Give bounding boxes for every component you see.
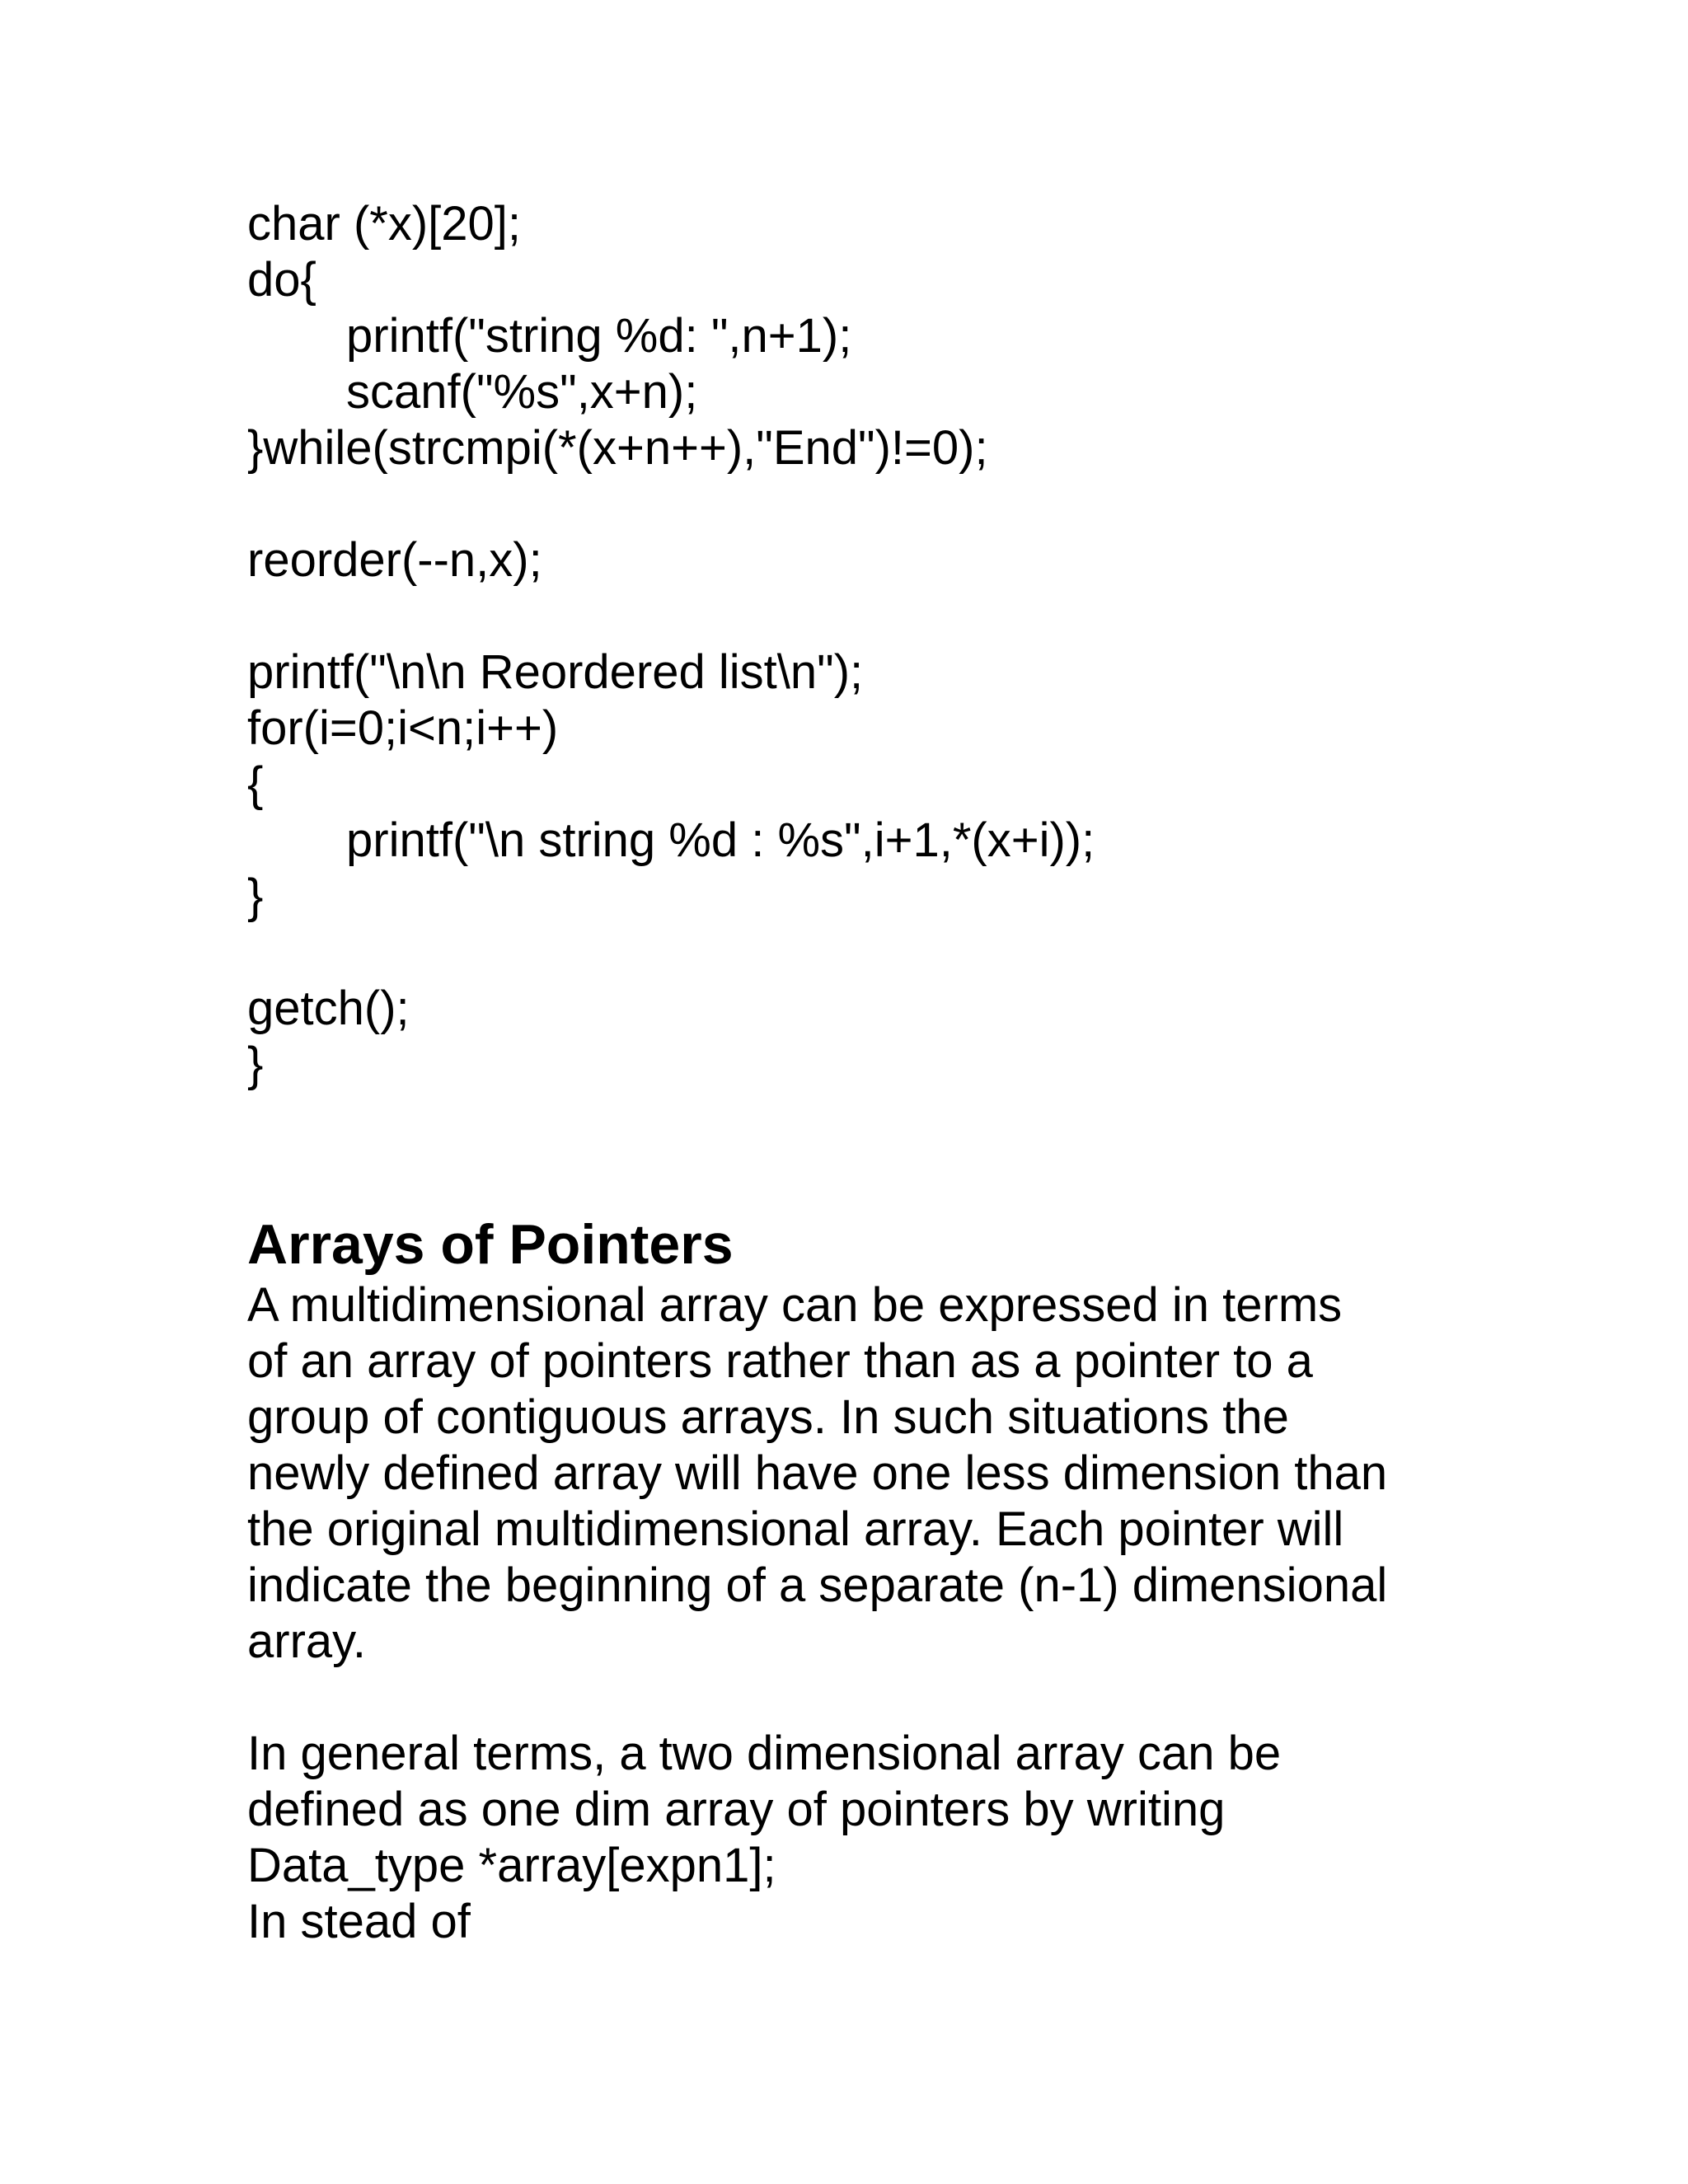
code-line: for(i=0;i<n;i++) (247, 701, 559, 755)
code-line: getch(); (247, 982, 410, 1035)
paragraph-line: defined as one dim array of pointers by writing (247, 1783, 1226, 1836)
section-spacer (247, 1093, 1533, 1205)
blank-line (247, 1670, 1533, 1726)
blank-line (247, 476, 1533, 532)
code-line: }while(strcmpi(*(x+n++),"End")!=0); (247, 421, 988, 475)
paragraph (247, 1277, 1533, 1670)
code-line: printf("string %d: ",n+1); (346, 309, 852, 363)
paragraph-line: In stead of (247, 1895, 471, 1948)
blank-line (247, 588, 1533, 644)
code-line: char (*x)[20]; (247, 197, 521, 251)
paragraph-line: newly defined array will have one less dimension than (247, 1446, 1388, 1500)
code-block (247, 196, 1533, 1093)
code-line: printf("\n\n Reordered list\n"); (247, 645, 864, 699)
code-line: do{ (247, 253, 316, 307)
paragraph-line: the original multidimensional array. Each pointer will (247, 1502, 1344, 1556)
paragraph-line: array. (247, 1615, 366, 1668)
code-line: scanf("%s",x+n); (346, 365, 698, 419)
paragraph-line: group of contiguous arrays. In such situations the (247, 1390, 1289, 1444)
code-line: reorder(--n,x); (247, 533, 542, 587)
paragraph-line: A multidimensional array can be expressed in terms (247, 1278, 1343, 1332)
code-line: printf("\n string %d : %s",i+1,*(x+i)); (346, 813, 1095, 867)
section-heading: Arrays of Pointers (247, 1213, 734, 1276)
code-line: { (247, 757, 264, 811)
paragraph-line: Data_type *array[expn1]; (247, 1839, 776, 1892)
paragraph-line: indicate the beginning of a separate (n-1) dimensional (247, 1558, 1388, 1612)
document-page (247, 196, 1533, 1950)
blank-line (247, 925, 1533, 981)
code-line: } (247, 869, 264, 923)
paragraph (247, 1726, 1533, 1950)
paragraph-line: of an array of pointers rather than as a pointer to a (247, 1334, 1313, 1388)
code-line: } (247, 1038, 264, 1091)
paragraph-line: In general terms, a two dimensional array can be (247, 1727, 1282, 1780)
